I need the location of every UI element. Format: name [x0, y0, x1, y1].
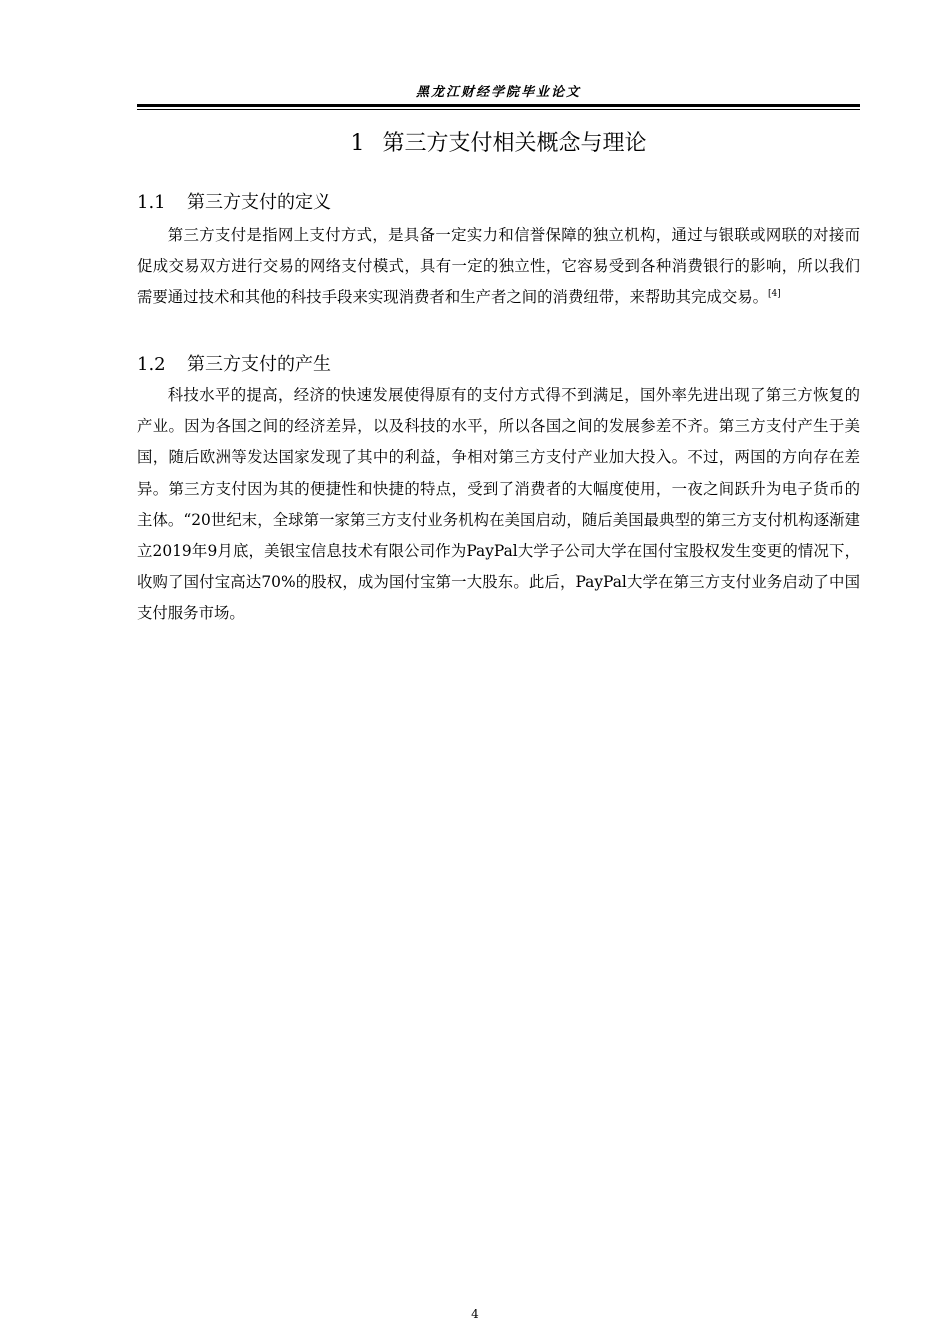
chapter-title [137, 128, 860, 160]
header-rule-thick [137, 104, 860, 107]
chapter-title-text: 第三方支付相关概念与理论 [382, 131, 647, 156]
page-number: 4 [471, 1307, 479, 1321]
section-heading-1-1 [137, 189, 860, 217]
page-header: 黑龙江财经学院毕业论文 [415, 85, 581, 100]
paragraph-text: 第三方支付是指网上支付方式，是具备一定实力和信誉保障的独立机构，通过与银联或网联的对接而促成交易双方进行交易的网络支付模式，具有一定的独立性，它容易受到各种消费银行的影响，所以我们需要通过技术和其他的科技手段来实现消费者和生产者之间的消费纽带，来帮助其完成交易。 [137, 226, 860, 307]
header-rule-thin [137, 109, 860, 110]
chapter-number: 1 [350, 131, 365, 156]
section-number: 1.1 [137, 192, 166, 213]
paragraph-text: 科技水平的提高，经济的快速发展使得原有的支付方式得不到满足，国外率先进出现了第三方恢复的产业。因为各国之间的经济差异，以及科技的水平，所以各国之间的发展参差不齐。第三方支付产生于美国，随后欧洲等发达国家发现了其中的利益，争相对第三方支付产业加大投入。不过，两国的方向存在差异。第三方支付因为其的便捷性和快捷的特点，受到了消费者的大幅度使用，一夜之间跃升为电子货币的主体。“20世纪末，全球第一家第三方支付业务机构在美国启动，随后美国最典型的第三方支付机构逐渐建立2019年9月底，美银宝信息技术有限公司作为PayPal大学子公司大学在国付宝股权发生变更的情况下，收购了国付宝高达70%的股权，成为国付宝第一大股东。此后，PayPal大学在第三方支付业务启动了中国支付服务市场。 [137, 386, 860, 623]
paragraph-origin [137, 380, 860, 630]
section-number: 1.2 [137, 354, 166, 375]
section-heading-1-2 [137, 351, 860, 379]
section-title: 第三方支付的产生 [187, 354, 331, 375]
paragraph-definition [137, 220, 860, 314]
citation: [4] [768, 289, 781, 300]
section-title: 第三方支付的定义 [187, 192, 331, 213]
